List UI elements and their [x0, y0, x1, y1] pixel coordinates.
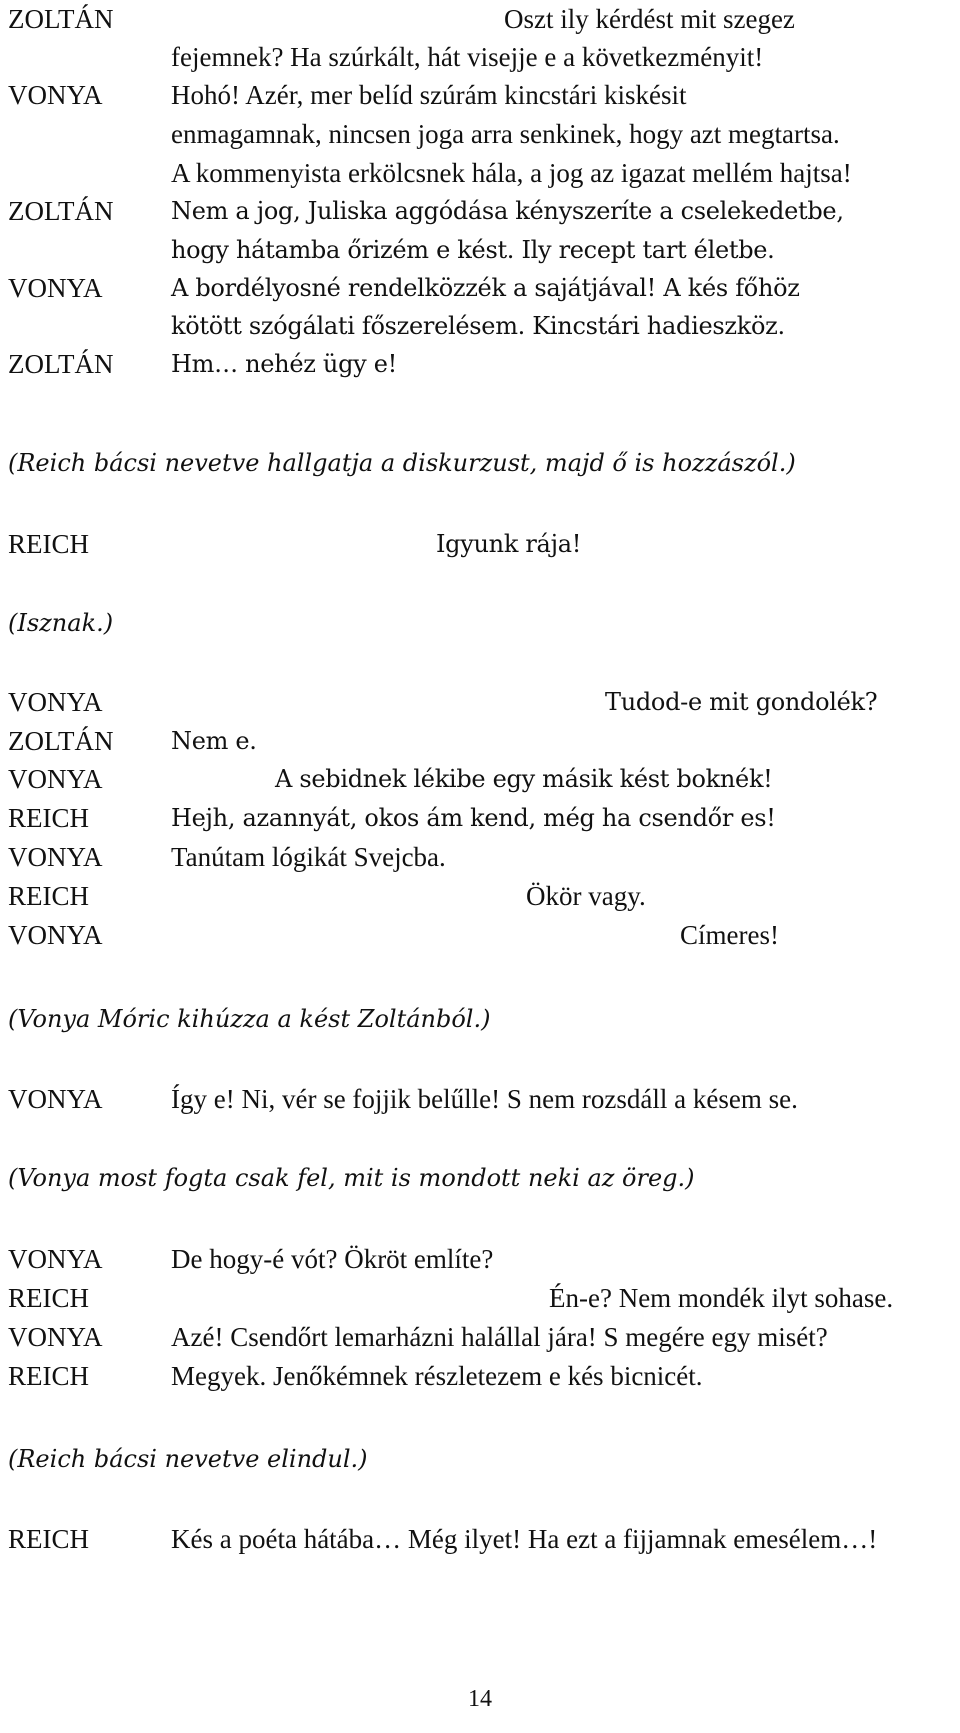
speaker-name: ZOLTÁN	[8, 349, 114, 379]
dialogue-line	[8, 307, 952, 345]
dialogue-line	[8, 877, 952, 915]
speaker-name: ZOLTÁN	[8, 4, 114, 34]
speaker-name: REICH	[8, 803, 89, 833]
speaker-name: REICH	[8, 1283, 89, 1313]
dialogue-text: Nem e.	[171, 727, 257, 755]
stage-direction: (Reich bácsi nevetve hallgatja a diskurzust, majd ő is hozzászól.)	[8, 449, 796, 477]
speaker-name: VONYA	[8, 273, 103, 303]
dialogue-line	[8, 345, 952, 383]
speaker-name: REICH	[8, 529, 89, 559]
speaker-name: VONYA	[8, 764, 103, 794]
speaker-name: ZOLTÁN	[8, 196, 114, 226]
dialogue-text: fejemnek? Ha szúrkált, hát visejje e a következményit!	[171, 42, 764, 72]
dialogue-text: Hejh, azannyát, okos ám kend, még ha csendőr es!	[171, 804, 776, 832]
dialogue-text: Megyek. Jenőkémnek részletezem e kés bicnicét.	[171, 1361, 703, 1391]
speaker-name: REICH	[8, 1524, 89, 1554]
dialogue-line	[8, 916, 952, 954]
dialogue-text: Oszt ily kérdést mit szegez	[504, 4, 795, 34]
dialogue-text: Címeres!	[680, 920, 779, 950]
dialogue-text: Így e! Ni, vér se fojjik belűlle! S nem rozsdáll a késem se.	[171, 1084, 798, 1114]
speaker-name: ZOLTÁN	[8, 726, 114, 756]
dialogue-line	[8, 76, 952, 114]
dialogue-text: Igyunk rája!	[436, 530, 582, 558]
stage-direction: (Reich bácsi nevetve elindul.)	[8, 1445, 368, 1473]
speaker-name: VONYA	[8, 80, 103, 110]
dialogue-text: Hohó! Azér, mer belíd szúrám kincstári kiskésit	[171, 80, 687, 110]
dialogue-line	[8, 192, 952, 230]
dialogue-line	[8, 0, 952, 38]
dialogue-line	[8, 269, 952, 307]
speaker-name: VONYA	[8, 842, 103, 872]
dialogue-text: A bordélyosné rendelközzék a sajátjával! A kés főhöz	[171, 274, 800, 302]
dialogue-line	[8, 683, 952, 721]
dialogue-text: enmagamnak, nincsen joga arra senkinek, hogy azt megtartsa.	[171, 119, 840, 149]
dialogue-text: A sebidnek lékibe egy másik kést boknék!	[275, 765, 773, 793]
dialogue-line	[8, 722, 952, 760]
dialogue-text: Én-e? Nem mondék ilyt sohase.	[549, 1283, 894, 1313]
speaker-name: REICH	[8, 881, 89, 911]
dialogue-text: Kés a poéta hátába… Még ilyet! Ha ezt a fijjamnak emesélem…!	[171, 1524, 878, 1554]
dialogue-line	[8, 115, 952, 153]
dialogue-line	[8, 1357, 952, 1395]
dialogue-text: Hm… nehéz ügy e!	[171, 350, 397, 378]
dialogue-line	[8, 1080, 952, 1118]
dialogue-text: De hogy-é vót? Ökröt említe?	[171, 1244, 494, 1274]
dialogue-line	[8, 38, 952, 76]
dialogue-line	[8, 231, 952, 269]
dialogue-line	[8, 838, 952, 876]
dialogue-text: Nem a jog, Juliska aggódása kényszeríte a cselekedetbe,	[171, 197, 844, 225]
dialogue-line	[8, 1520, 952, 1558]
dialogue-line	[8, 525, 952, 563]
dialogue-text: Ökör vagy.	[526, 881, 646, 911]
page-number: 14	[468, 1686, 492, 1712]
stage-direction: (Vonya most fogta csak fel, mit is mondott neki az öreg.)	[8, 1164, 695, 1192]
speaker-name: VONYA	[8, 1322, 103, 1352]
dialogue-text: Azé! Csendőrt lemarházni halállal jára! S megére egy misét?	[171, 1322, 828, 1352]
dialogue-line	[8, 760, 952, 798]
stage-direction: (Vonya Móric kihúzza a kést Zoltánból.)	[8, 1005, 491, 1033]
dialogue-line	[8, 799, 952, 837]
dialogue-text: Tudod-e mit gondolék?	[605, 688, 878, 716]
stage-direction: (Isznak.)	[8, 609, 114, 637]
dialogue-line	[8, 1240, 952, 1278]
speaker-name: VONYA	[8, 1244, 103, 1274]
dialogue-text: Tanútam lógikát Svejcba.	[171, 842, 446, 872]
speaker-name: VONYA	[8, 1084, 103, 1114]
speaker-name: REICH	[8, 1361, 89, 1391]
dialogue-text: kötött szógálati főszerelésem. Kincstári hadieszköz.	[171, 312, 785, 340]
dialogue-text: hogy hátamba őrizém e kést. Ily recept tart életbe.	[171, 236, 775, 264]
speaker-name: VONYA	[8, 920, 103, 950]
dialogue-line	[8, 154, 952, 192]
dialogue-text: A kommenyista erkölcsnek hála, a jog az igazat mellém hajtsa!	[171, 158, 852, 188]
dialogue-line	[8, 1318, 952, 1356]
dialogue-line	[8, 1279, 952, 1317]
speaker-name: VONYA	[8, 687, 103, 717]
